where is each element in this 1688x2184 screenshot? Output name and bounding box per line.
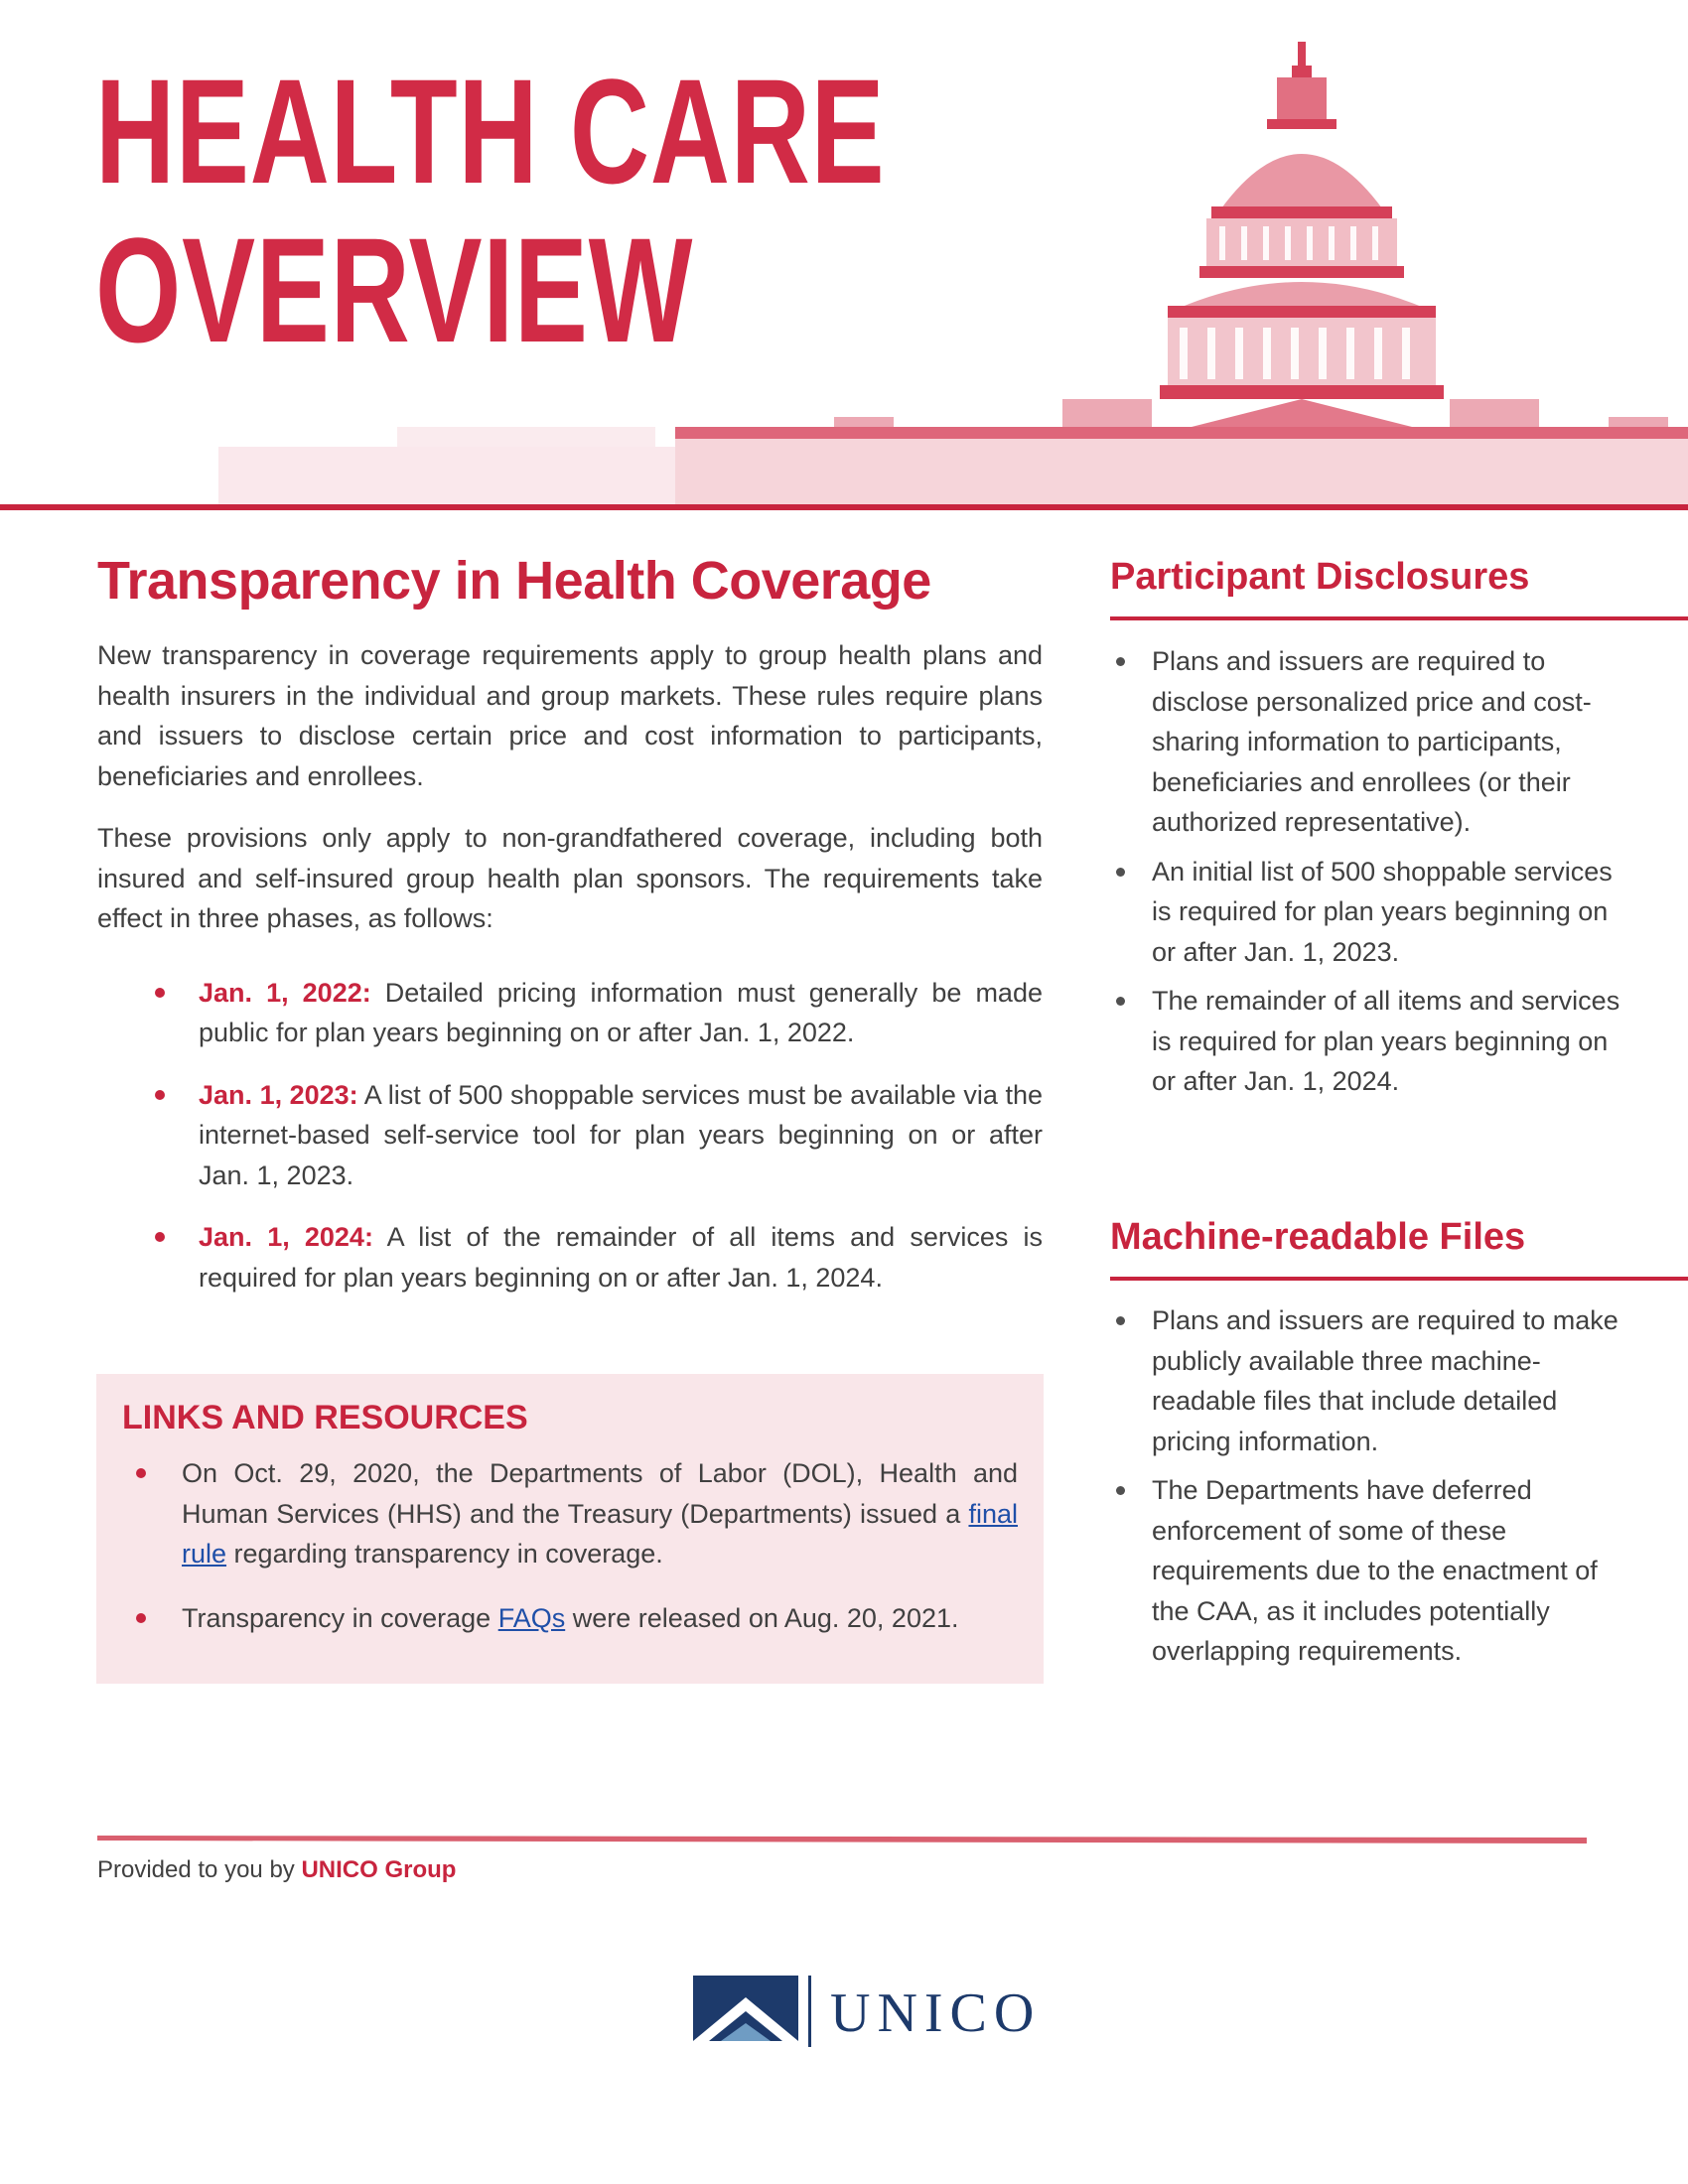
bullet-icon [1116, 1486, 1125, 1495]
files-item-text: The Departments have deferred enforcement of some of these requirements due to the enactment of the CAA, as it includes potentially overlapping requirements. [1152, 1475, 1598, 1666]
phase-date: Jan. 1, 2023: [199, 1079, 358, 1110]
bullet-icon [1116, 1316, 1125, 1325]
files-item [1110, 1300, 1626, 1461]
phase-list [97, 973, 1043, 1298]
unico-wordmark: UNICO [830, 1982, 1042, 2044]
page-title [95, 48, 886, 373]
disclosures-heading [1110, 549, 1688, 620]
section-title: Transparency in Health Coverage [97, 551, 931, 611]
bullet-icon [155, 1090, 165, 1100]
phase-text: A list of the remainder of all items and services is required for plan years beginning on or after Jan. 1, 2024. [199, 1222, 1044, 1293]
disclosures-item-text: The remainder of all items and services is required for plan years beginning on or after Jan. 1, 2024. [1152, 986, 1620, 1096]
phase-date: Jan. 1, 2022: [199, 977, 371, 1008]
files-title: Machine-readable Files [1110, 1216, 1526, 1258]
files-item-text: Plans and issuers are required to make publicly available three machine-readable files that include detailed pricing information. [1152, 1305, 1618, 1456]
links-resources-box [96, 1374, 1044, 1684]
final-rule-link[interactable]: final rule [182, 1498, 1018, 1569]
links-item [122, 1598, 1018, 1639]
phase-text: Detailed pricing information must generally be made public for plan years beginning on or after Jan. 1, 2022. [199, 977, 1043, 1047]
title-line-2: OVERVIEW [95, 206, 694, 373]
bullet-icon [1116, 657, 1125, 666]
provisions-paragraph: These provisions only apply to non-grandfathered coverage, including both insured and self-insured group health plan sponsors. The requirements take effect in three phases, as follows: [97, 823, 1043, 933]
links-item-text: were released on Aug. 20, 2021. [572, 1602, 959, 1633]
provided-brand: UNICO Group [301, 1856, 457, 1883]
header-divider [0, 504, 1688, 510]
disclosures-list [1110, 641, 1626, 1111]
phase-text: A list of 500 shoppable services must be available via the internet-based self-service tool for plan years beginning on or after Jan. 1, 2023. [199, 1079, 1044, 1190]
phase-item [97, 973, 1043, 1053]
links-item-text: On Oct. 29, 2020, the Departments of Labor (DOL), Health and Human Services (HHS) and the Treasury (Departments) issued a [182, 1458, 1018, 1529]
faqs-link[interactable]: FAQs [497, 1602, 566, 1633]
footer-divider [97, 1834, 1587, 1843]
links-item-text: regarding transparency in coverage. [233, 1539, 663, 1569]
bullet-icon [136, 1613, 146, 1623]
files-list [1110, 1300, 1626, 1681]
links-title: LINKS AND RESOURCES [122, 1399, 528, 1436]
disclosures-item-text: An initial list of 500 shoppable services is required for plan years beginning on or after Jan. 1, 2023. [1152, 856, 1613, 967]
disclosures-title: Participant Disclosures [1110, 556, 1530, 598]
bullet-icon [155, 1232, 165, 1242]
provided-by [97, 1854, 456, 1886]
phase-item [97, 1075, 1043, 1196]
bullet-icon [1116, 997, 1125, 1006]
phase-date: Jan. 1, 2024: [199, 1222, 373, 1252]
title-line-1: HEALTH CARE [95, 48, 886, 214]
intro-paragraph: New transparency in coverage requirements apply to group health plans and health insurers in the individual and group markets. These rules require plans and issuers to disclose certain price and cost information to participants, beneficiaries and enrollees. [97, 640, 1043, 791]
disclosures-item [1110, 641, 1626, 843]
provided-prefix: Provided to you by [97, 1856, 295, 1883]
files-item [1110, 1470, 1626, 1672]
disclosures-item [1110, 981, 1626, 1102]
disclosures-item-text: Plans and issuers are required to disclose personalized price and cost-sharing information to participants, beneficiaries and enrollees (or their authorized representative). [1152, 646, 1592, 837]
links-item-text: Transparency in coverage [182, 1602, 492, 1633]
main-column [97, 546, 1043, 1319]
phase-item [97, 1217, 1043, 1297]
links-list [122, 1453, 1018, 1638]
bullet-icon [1116, 868, 1125, 877]
disclosures-item [1110, 852, 1626, 973]
bullet-icon [136, 1468, 146, 1478]
bullet-icon [155, 988, 165, 998]
links-item [122, 1453, 1018, 1574]
files-heading [1110, 1209, 1688, 1281]
